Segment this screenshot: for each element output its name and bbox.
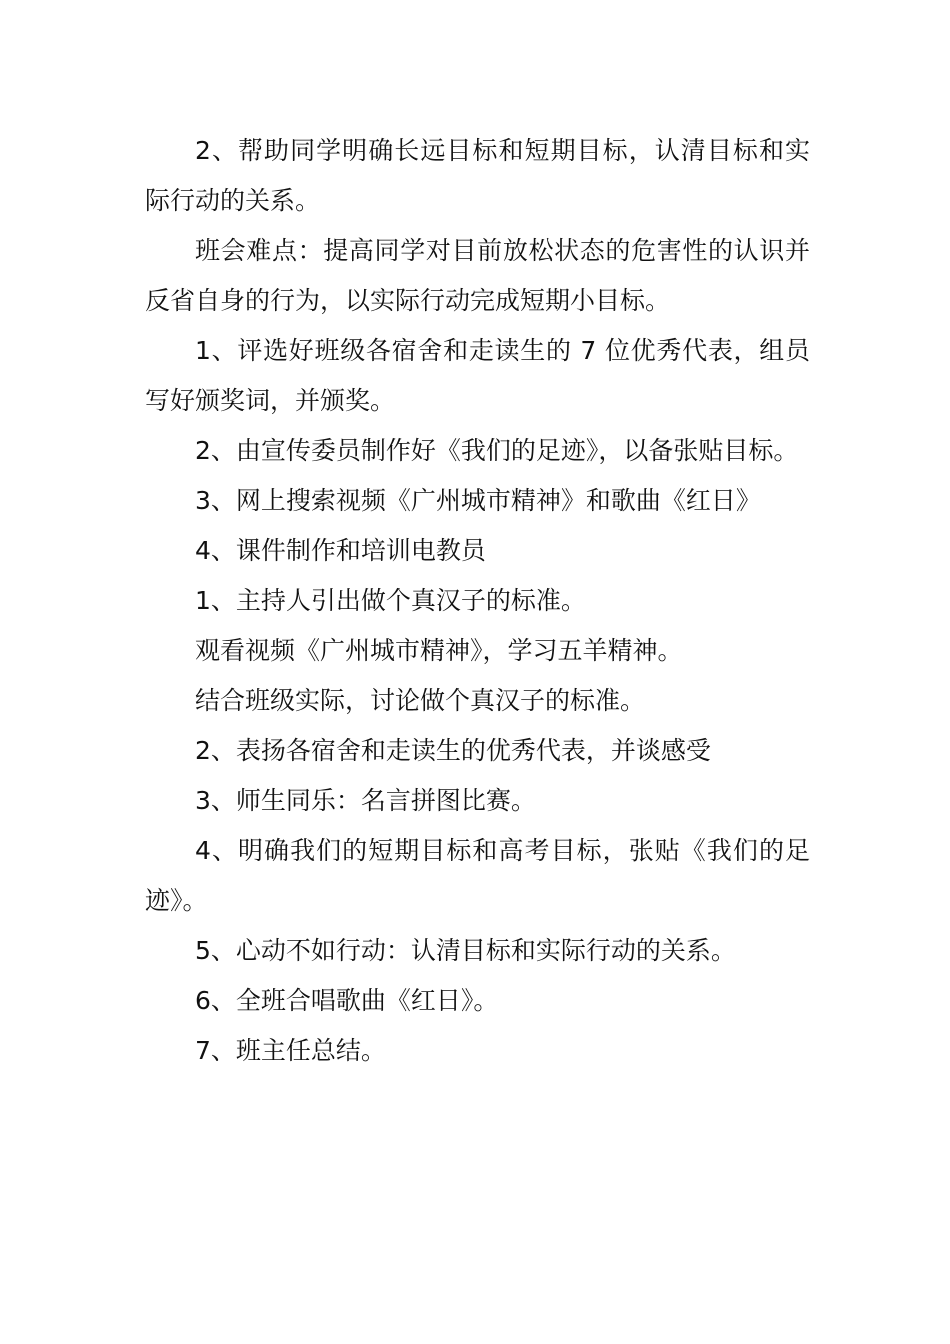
paragraph-process-7: 7、班主任总结。: [195, 1036, 386, 1065]
paragraph-process-1-discuss: 结合班级实际，讨论做个真汉子的标准。: [195, 686, 646, 715]
paragraph-prep-3: 3、网上搜索视频《广州城市精神》和歌曲《红日》: [195, 486, 761, 515]
document-body: [145, 126, 810, 1076]
paragraph-process-1-video: 观看视频《广州城市精神》，学习五羊精神。: [195, 636, 683, 665]
paragraph-process-4: 4、明确我们的短期目标和高考目标，张贴《我们的足迹》。: [145, 836, 810, 915]
paragraph-prep-4: 4、课件制作和培训电教员: [195, 536, 486, 565]
paragraph-prep-2: 2、由宣传委员制作好《我们的足迹》，以备张贴目标。: [195, 436, 799, 465]
paragraph-process-1: 1、主持人引出做个真汉子的标准。: [195, 586, 586, 615]
paragraph-difficulty: 班会难点：提高同学对目前放松状态的危害性的认识并反省自身的行为，以实际行动完成短期小目标。: [145, 236, 810, 315]
paragraph-prep-1: 1、评选好班级各宿舍和走读生的 7 位优秀代表，组员写好颁奖词，并颁奖。: [145, 336, 810, 415]
paragraph-process-3: 3、师生同乐：名言拼图比赛。: [195, 786, 536, 815]
paragraph-process-6: 6、全班合唱歌曲《红日》。: [195, 986, 499, 1015]
paragraph-process-5: 5、心动不如行动：认清目标和实际行动的关系。: [195, 936, 736, 965]
paragraph-process-2: 2、表扬各宿舍和走读生的优秀代表，并谈感受: [195, 736, 711, 765]
paragraph-goal-2: 2、帮助同学明确长远目标和短期目标，认清目标和实际行动的关系。: [145, 136, 810, 215]
